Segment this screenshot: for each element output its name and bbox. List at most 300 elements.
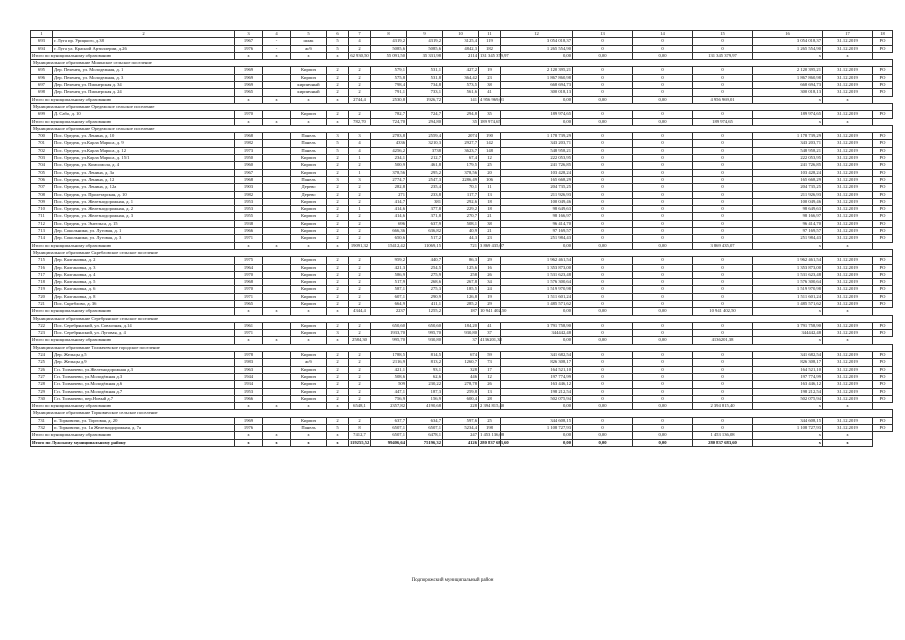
table-cell: 18 bbox=[479, 206, 501, 213]
table-cell: 2 bbox=[349, 213, 371, 220]
table-cell: 0 bbox=[573, 220, 633, 227]
table-cell: 34 bbox=[479, 279, 501, 286]
table-cell: 1933,70 bbox=[371, 330, 407, 337]
table-cell: 698 bbox=[31, 89, 53, 96]
table-cell: 0 bbox=[573, 425, 633, 432]
table-cell: 1967 bbox=[235, 169, 263, 176]
table-cell: 0 bbox=[573, 300, 633, 307]
table-cell: 0 bbox=[693, 359, 753, 366]
table-cell: 1968 bbox=[235, 279, 263, 286]
table-cell: 1976 bbox=[235, 45, 263, 52]
table-cell: 0 bbox=[693, 373, 753, 380]
table-cell: 607,1 bbox=[371, 293, 407, 300]
table-cell: 164 521,10 bbox=[501, 366, 573, 373]
table-cell bbox=[263, 381, 291, 388]
table-cell: 254,5 bbox=[407, 264, 443, 271]
total-cell: 2357,82 bbox=[371, 403, 407, 410]
total-cell: 0,00 bbox=[501, 52, 573, 59]
table-cell: РО bbox=[873, 293, 893, 300]
table-cell: 826 308,17 bbox=[501, 359, 573, 366]
total-cell: 19091,32 bbox=[349, 242, 371, 249]
table-cell: 2559,4 bbox=[407, 133, 443, 140]
table-cell: 31.12.2019 bbox=[823, 425, 873, 432]
table-cell: 0 bbox=[633, 417, 693, 424]
table-cell: 2116,9 bbox=[371, 359, 407, 366]
total-cell: 0,00 bbox=[633, 96, 693, 103]
table-cell: 0 bbox=[693, 330, 753, 337]
table-cell: Дер. Калгановка, д. 2 bbox=[53, 257, 235, 264]
table-cell: 414,7 bbox=[371, 198, 407, 205]
table-cell: 0 bbox=[573, 82, 633, 89]
table-cell: 1976 bbox=[235, 425, 263, 432]
table-cell: Г.п. Толмачево, пер.Новый д.7 bbox=[53, 395, 235, 402]
table-cell: 0 bbox=[633, 176, 693, 183]
table-cell: 328 bbox=[443, 366, 479, 373]
table-cell: 0 bbox=[633, 373, 693, 380]
table-cell: 1944 bbox=[235, 373, 263, 380]
table-cell: 3738 bbox=[407, 147, 443, 154]
total-cell: x bbox=[291, 242, 327, 249]
table-cell: 259,8 bbox=[443, 388, 479, 395]
table-cell: 189 974,65 bbox=[501, 111, 573, 118]
table-cell: 2 bbox=[327, 417, 349, 424]
table-cell: 19 bbox=[479, 67, 501, 74]
table-cell: 548 958,21 bbox=[501, 147, 573, 154]
table-cell: 0 bbox=[693, 162, 753, 169]
table-cell: 1 511 601,24 bbox=[753, 293, 823, 300]
table-cell: Дер. Пехенец ул. Пионерская д. 34 bbox=[53, 82, 235, 89]
table-cell: п. Торковичи, ул. 1я Железнодорожная, д. 7а bbox=[53, 425, 235, 432]
table-cell: 270,7 bbox=[443, 213, 479, 220]
table-cell bbox=[263, 330, 291, 337]
table-cell: 1965 bbox=[235, 300, 263, 307]
table-cell: 724,7 bbox=[407, 111, 443, 118]
table-cell: 211 926,93 bbox=[753, 191, 823, 198]
table-cell: 1968 bbox=[235, 176, 263, 183]
table-cell: 2 bbox=[327, 220, 349, 227]
table-cell: 0 bbox=[633, 300, 693, 307]
table-cell: 2 bbox=[327, 373, 349, 380]
table-cell: 2074 bbox=[443, 133, 479, 140]
table-cell: 2 bbox=[349, 286, 371, 293]
table-cell: 234,1 bbox=[371, 155, 407, 162]
table-cell: 2 bbox=[349, 67, 371, 74]
table-cell: 0 bbox=[693, 191, 753, 198]
table-cell bbox=[263, 133, 291, 140]
table-cell: 0 bbox=[633, 147, 693, 154]
table-cell: 0 bbox=[693, 147, 753, 154]
table-cell: РО bbox=[873, 220, 893, 227]
total-cell: x bbox=[263, 118, 291, 125]
table-cell: 156,9 bbox=[407, 395, 443, 402]
table-cell: РО bbox=[873, 45, 893, 52]
total-cell: 0,00 bbox=[633, 52, 693, 59]
table-cell: 3125,4 bbox=[443, 38, 479, 45]
table-cell: Кирпич bbox=[291, 206, 327, 213]
table-cell: 2 bbox=[327, 184, 349, 191]
table-cell: 2 bbox=[349, 198, 371, 205]
table-cell: Кирпич bbox=[291, 213, 327, 220]
total-cell: 0,00 bbox=[633, 308, 693, 315]
table-cell: 1953 bbox=[235, 198, 263, 205]
table-cell: Пос. Оредеж, ул.Карла Маркса, д. 15/1 bbox=[53, 155, 235, 162]
table-cell: 31.12.2019 bbox=[823, 162, 873, 169]
column-number-cell: 13 bbox=[573, 31, 633, 38]
table-cell bbox=[263, 395, 291, 402]
table-cell bbox=[263, 111, 291, 118]
table-cell: 2 bbox=[327, 271, 349, 278]
table-cell: 106 bbox=[479, 176, 501, 183]
table-cell: 756,9 bbox=[371, 395, 407, 402]
table-row bbox=[31, 147, 893, 154]
table-cell: 3 bbox=[327, 176, 349, 183]
table-cell: РО bbox=[873, 300, 893, 307]
table-cell: 509 bbox=[371, 381, 407, 388]
total-cell: 782,70 bbox=[349, 118, 371, 125]
total-cell: x bbox=[263, 403, 291, 410]
table-cell: 1 265 554,90 bbox=[501, 45, 573, 52]
table-cell: 4 bbox=[349, 140, 371, 147]
table-cell: 0 bbox=[573, 286, 633, 293]
table-cell: 41 bbox=[479, 89, 501, 96]
table-cell bbox=[263, 176, 291, 183]
table-cell: 731 bbox=[31, 417, 53, 424]
table-cell: 119 bbox=[479, 38, 501, 45]
table-cell: 508,1 bbox=[443, 220, 479, 227]
table-cell: РО bbox=[873, 74, 893, 81]
table-cell: 1978 bbox=[235, 352, 263, 359]
total-cell: x bbox=[753, 96, 823, 103]
table-cell: РО bbox=[873, 271, 893, 278]
table-cell: 2 bbox=[349, 293, 371, 300]
total-cell: 721 bbox=[443, 242, 479, 249]
table-cell: 295,2 bbox=[407, 169, 443, 176]
table-cell: 0 bbox=[633, 67, 693, 74]
table-cell: 3 bbox=[327, 133, 349, 140]
table-cell: 0 bbox=[693, 45, 753, 52]
table-cell: 241 726,85 bbox=[501, 162, 573, 169]
total-cell: 0,00 bbox=[501, 439, 573, 446]
total-cell: 247 bbox=[443, 432, 479, 439]
table-cell: 0 bbox=[573, 169, 633, 176]
table-cell: 531,1 bbox=[407, 67, 443, 74]
table-cell: 1969 bbox=[235, 74, 263, 81]
total-cell: x bbox=[263, 242, 291, 249]
table-cell: 0 bbox=[633, 191, 693, 198]
table-cell: 96 414,70 bbox=[501, 220, 573, 227]
table-cell: 31.12.2019 bbox=[823, 176, 873, 183]
table-cell: 20 bbox=[479, 169, 501, 176]
table-cell: РО bbox=[873, 155, 893, 162]
table-cell: 13 bbox=[479, 388, 501, 395]
total-cell: x bbox=[263, 96, 291, 103]
table-cell: 0 bbox=[633, 228, 693, 235]
table-cell: г. Луга ул. Красной Артиллерии, д.26 bbox=[53, 45, 235, 52]
total-cell: x bbox=[291, 337, 327, 344]
total-label: Итого по муниципальному образованию bbox=[31, 118, 235, 125]
total-cell: 0,00 bbox=[633, 242, 693, 249]
table-cell: РО bbox=[873, 198, 893, 205]
table-cell: 163 446,12 bbox=[753, 381, 823, 388]
total-cell: x bbox=[327, 96, 349, 103]
table-cell bbox=[263, 359, 291, 366]
total-cell: 294,80 bbox=[407, 118, 443, 125]
table-cell: 187,3 bbox=[407, 388, 443, 395]
column-number-cell: 11 bbox=[479, 31, 501, 38]
table-cell: Кирпич bbox=[291, 395, 327, 402]
table-cell: 733,1 bbox=[407, 89, 443, 96]
total-cell: 4136201,38 bbox=[693, 337, 753, 344]
table-cell: 2 bbox=[349, 45, 371, 52]
total-cell: x bbox=[823, 403, 873, 410]
table-cell: 344442,48 bbox=[753, 330, 823, 337]
table-cell: 38 bbox=[479, 82, 501, 89]
table-cell: Кирпич bbox=[291, 388, 327, 395]
table-cell: 0 bbox=[573, 322, 633, 329]
table-cell: 24 bbox=[479, 286, 501, 293]
table-cell: 0 bbox=[573, 89, 633, 96]
municipality-name: Муниципальное образование Оредежское сельское поселение bbox=[31, 125, 893, 132]
table-cell bbox=[263, 425, 291, 432]
table-cell: 1788,5 bbox=[371, 352, 407, 359]
table-cell: 343 203,71 bbox=[501, 140, 573, 147]
table-cell: 2 bbox=[327, 198, 349, 205]
table-cell: 561,6 bbox=[443, 89, 479, 96]
table-cell: 371,8 bbox=[407, 213, 443, 220]
total-cell: x bbox=[327, 337, 349, 344]
table-cell: 636,82 bbox=[407, 228, 443, 235]
table-cell: 258 bbox=[443, 271, 479, 278]
table-cell: 0 bbox=[633, 74, 693, 81]
total-cell: x bbox=[235, 432, 263, 439]
subtotal-row bbox=[31, 337, 893, 344]
table-cell: Кирпич bbox=[291, 264, 327, 271]
table-cell: 275,3 bbox=[407, 286, 443, 293]
table-cell: 826 308,17 bbox=[753, 359, 823, 366]
table-cell: 0 bbox=[633, 330, 693, 337]
total-cell: 3 869 435,07 bbox=[480, 242, 505, 248]
table-cell: 2547,3 bbox=[407, 176, 443, 183]
table-cell: 148 bbox=[479, 147, 501, 154]
table-cell: 699 bbox=[31, 111, 53, 118]
table-row bbox=[31, 395, 893, 402]
total-cell: 6507,1 bbox=[371, 432, 407, 439]
table-cell: 0 bbox=[693, 286, 753, 293]
table-cell: 1 485 571,62 bbox=[753, 300, 823, 307]
table-cell: 0 bbox=[633, 293, 693, 300]
table-cell: 31.12.2019 bbox=[823, 322, 873, 329]
table-cell bbox=[263, 235, 291, 242]
table-cell: 292,6 bbox=[443, 198, 479, 205]
table-cell: 5 bbox=[327, 38, 349, 45]
table-row bbox=[31, 388, 893, 395]
table-cell: 4319,2 bbox=[407, 38, 443, 45]
table-cell: 0 bbox=[693, 220, 753, 227]
table-cell: 364,42 bbox=[443, 74, 479, 81]
table-cell: 2 bbox=[327, 228, 349, 235]
total-cell: 2114 bbox=[443, 52, 479, 59]
total-cell: 37 bbox=[443, 337, 479, 344]
table-row bbox=[31, 111, 893, 118]
total-cell: 4190,68 bbox=[407, 403, 443, 410]
table-cell: РО bbox=[873, 169, 893, 176]
table-cell: 0 bbox=[633, 169, 693, 176]
table-cell: 2 bbox=[327, 206, 349, 213]
table-cell: 2 bbox=[327, 169, 349, 176]
table-cell: Пос. Оредеж, ул. Ленина, д. 10 bbox=[53, 133, 235, 140]
table-cell: РО bbox=[873, 147, 893, 154]
total-cell: x bbox=[235, 403, 263, 410]
table-cell: 73 bbox=[479, 359, 501, 366]
table-cell: 727 bbox=[31, 373, 53, 380]
municipality-header-row bbox=[31, 410, 893, 417]
subtotal-row bbox=[31, 242, 893, 249]
table-cell: 2 bbox=[349, 330, 371, 337]
table-cell: Пос. Скреблово, д. 36 bbox=[53, 300, 235, 307]
total-cell: 2530,8 bbox=[371, 96, 407, 103]
table-cell: 1 108 727,93 bbox=[753, 425, 823, 432]
table-cell: Панель bbox=[291, 425, 327, 432]
total-cell: x bbox=[291, 432, 327, 439]
total-cell: x bbox=[753, 403, 823, 410]
table-cell: 31.12.2019 bbox=[823, 206, 873, 213]
table-cell: 0 bbox=[633, 257, 693, 264]
total-cell: x bbox=[327, 403, 349, 410]
table-cell: 447,1 bbox=[371, 388, 407, 395]
table-cell: РО bbox=[873, 67, 893, 74]
table-cell: 21 bbox=[479, 213, 501, 220]
municipality-name: Муниципальное образование Серебрянское сельское поселение bbox=[31, 315, 893, 322]
total-cell: 1926,72 bbox=[407, 96, 443, 103]
table-cell: 198 bbox=[479, 425, 501, 432]
table-cell bbox=[263, 264, 291, 271]
table-cell: 28 bbox=[479, 395, 501, 402]
table-cell bbox=[263, 82, 291, 89]
table-cell: 31.12.2019 bbox=[823, 352, 873, 359]
total-cell: 119255,52 bbox=[350, 439, 370, 445]
municipality-name: Муниципальное образование Мшинское сельское поселение bbox=[31, 60, 893, 67]
table-cell: 0 bbox=[573, 147, 633, 154]
table-cell: 0 bbox=[633, 381, 693, 388]
total-cell: x bbox=[235, 242, 263, 249]
table-cell: 2927,7 bbox=[443, 140, 479, 147]
table-cell: 1953 bbox=[235, 206, 263, 213]
table-cell: 1971 bbox=[235, 235, 263, 242]
table-cell: 2 bbox=[349, 352, 371, 359]
table-cell: 730 bbox=[31, 395, 53, 402]
table-cell: Пос. Оредеж, ул. Железнодорожная, д. 3 bbox=[53, 213, 235, 220]
table-cell: ж/б bbox=[291, 359, 327, 366]
table-cell: 377,8 bbox=[407, 206, 443, 213]
table-cell: 4256,2 bbox=[371, 147, 407, 154]
table-cell: 634,7 bbox=[407, 417, 443, 424]
total-cell: 189 974,65 bbox=[693, 118, 753, 125]
table-cell: 1964 bbox=[235, 264, 263, 271]
table-cell: 282,8 bbox=[371, 184, 407, 191]
total-cell: 0,00 bbox=[633, 337, 693, 344]
table-cell: Кирпич bbox=[291, 67, 327, 74]
table-cell: 696 bbox=[371, 220, 407, 227]
table-cell: 1 353 873,00 bbox=[753, 264, 823, 271]
table-cell: 0 bbox=[693, 271, 753, 278]
table-cell: 0 bbox=[573, 155, 633, 162]
table-row bbox=[31, 293, 893, 300]
table-cell: 1 265 554,90 bbox=[753, 45, 823, 52]
table-cell: 674 bbox=[443, 352, 479, 359]
table-cell: 2783,8 bbox=[371, 133, 407, 140]
table-cell: 573,5 bbox=[443, 82, 479, 89]
table-cell: 726 bbox=[31, 366, 53, 373]
table-cell: 0 bbox=[573, 38, 633, 45]
table-cell: 0 bbox=[573, 67, 633, 74]
table-cell: Пос. Оредеж, ул. Ленина, д. 12а bbox=[53, 184, 235, 191]
table-cell: 813,2 bbox=[407, 359, 443, 366]
table-cell: Пос. Серебрянский, ул. Совхозная, д.14 bbox=[53, 322, 235, 329]
table-cell: 1965 bbox=[235, 89, 263, 96]
table-cell: 0 bbox=[693, 300, 753, 307]
total-cell: 0,00 bbox=[573, 52, 633, 59]
table-cell: 2 bbox=[327, 89, 349, 96]
table-cell: 31.12.2019 bbox=[823, 330, 873, 337]
table-cell: Дер. Пехенец, ул. Молодежная, д. 3 bbox=[53, 74, 235, 81]
total-cell: x bbox=[753, 118, 823, 125]
table-cell: Кирпич bbox=[291, 220, 327, 227]
table-cell: Кирпич bbox=[291, 352, 327, 359]
table-cell: Дер. Сокольники, ул. Луговая, д. 1 bbox=[53, 228, 235, 235]
table-cell: 440,7 bbox=[407, 257, 443, 264]
table-cell: РО bbox=[873, 38, 893, 45]
table-cell: 0 bbox=[693, 381, 753, 388]
table-cell: 5234,4 bbox=[443, 425, 479, 432]
table-cell: РО bbox=[873, 133, 893, 140]
table-cell: 190 bbox=[479, 133, 501, 140]
table-cell: 1982 bbox=[235, 191, 263, 198]
municipality-name: Муниципальное образование Оредежское сельское поселение bbox=[31, 103, 893, 110]
table-cell: 0 bbox=[633, 395, 693, 402]
table-cell: 117,7 bbox=[443, 191, 479, 198]
table-cell: 0 bbox=[633, 206, 693, 213]
table-row bbox=[31, 206, 893, 213]
table-cell: 59 bbox=[479, 352, 501, 359]
table-cell: Пос. Оредеж, ул.Карла Маркса, д. 9 bbox=[53, 140, 235, 147]
table-cell: 179,5 bbox=[443, 162, 479, 169]
table-row bbox=[31, 381, 893, 388]
table-cell: 2 bbox=[327, 293, 349, 300]
total-cell: 4126 bbox=[443, 439, 479, 446]
table-cell: Панель bbox=[291, 140, 327, 147]
table-cell: 600,4 bbox=[443, 395, 479, 402]
table-cell: 1 bbox=[349, 169, 371, 176]
subtotal-row bbox=[31, 96, 893, 103]
table-cell: 814,5 bbox=[407, 352, 443, 359]
table-cell: 2 bbox=[327, 286, 349, 293]
table-cell: 229,2 bbox=[443, 206, 479, 213]
table-cell: Дер. Калгановка, д. 5 bbox=[53, 279, 235, 286]
table-cell bbox=[263, 213, 291, 220]
table-cell: 31.12.2019 bbox=[823, 184, 873, 191]
table-cell: 1 353 873,00 bbox=[501, 264, 573, 271]
table-cell: 0 bbox=[573, 162, 633, 169]
table-cell: 2286,49 bbox=[443, 176, 479, 183]
table-cell: 2 bbox=[349, 162, 371, 169]
table-row bbox=[31, 352, 893, 359]
table-cell: 165 668,29 bbox=[753, 176, 823, 183]
total-cell: 55 091,50 bbox=[371, 52, 407, 59]
total-cell: 2584,30 bbox=[349, 337, 371, 344]
table-cell: 782,7 bbox=[371, 111, 407, 118]
table-cell: РО bbox=[873, 352, 893, 359]
table-cell: 98 166,97 bbox=[501, 213, 573, 220]
